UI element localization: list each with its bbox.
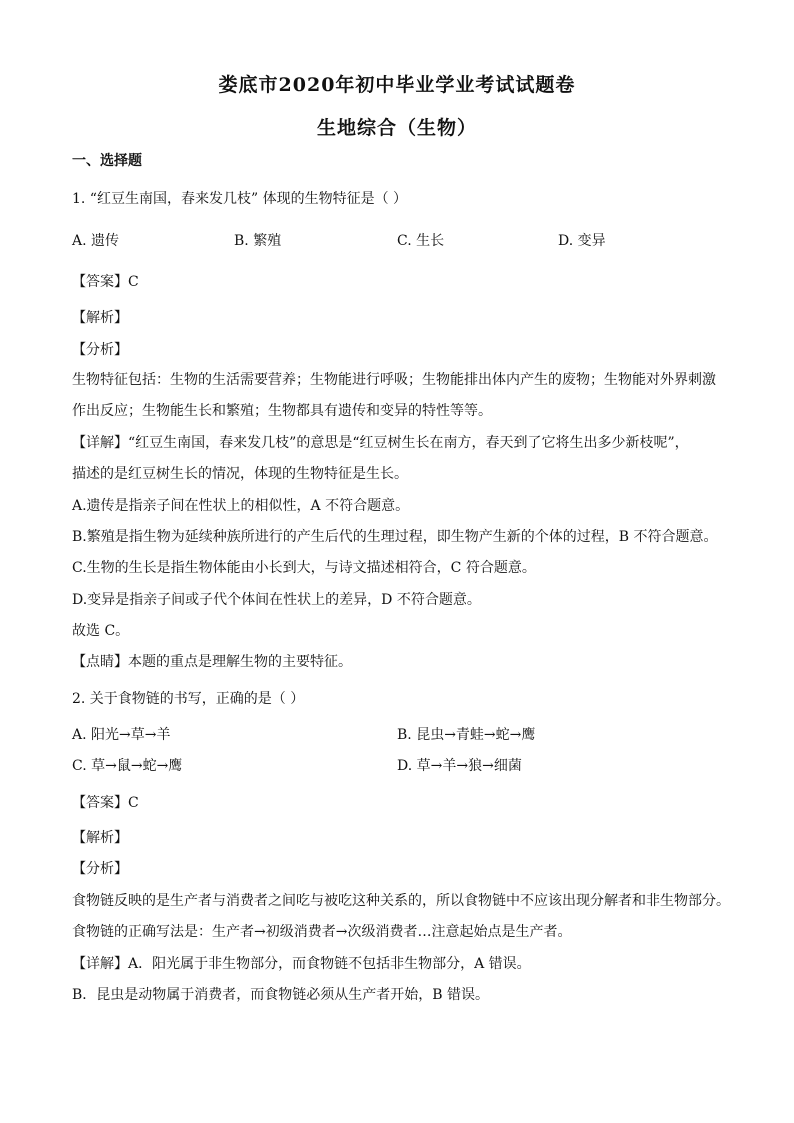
q1-answer: 【答案】C [72, 274, 139, 290]
q2-detail-line: 【详解】A．阳光属于非生物部分，而食物链不包括非生物部分，A 错误。 [72, 956, 531, 972]
page-subtitle: 生地综合（生物） [316, 117, 477, 139]
q2-option-d: D. 草→羊→狼→细菌 [397, 758, 522, 774]
q1-option-a: A. 遗传 [72, 233, 120, 249]
page-title: 娄底市2020年初中毕业学业考试试题卷 [218, 74, 576, 96]
q1-option-c: C. 生长 [397, 233, 445, 249]
q1-fenxi-label: 【分析】 [72, 342, 128, 358]
q2-option-c: C. 草→鼠→蛇→鹰 [72, 758, 183, 774]
q2-analysis-line: 食物链的正确写法是：生产者→初级消费者→次级消费者…注意起始点是生产者。 [72, 924, 572, 940]
q2-jiexi-label: 【解析】 [72, 830, 128, 846]
q2-answer: 【答案】C [72, 795, 139, 811]
q1-detail-line: D.变异是指亲子间或子代个体间在性状上的差异，D 不符合题意。 [72, 592, 481, 608]
q1-dianjing: 【点睛】本题的重点是理解生物的主要特征。 [72, 654, 352, 670]
q1-detail-line: 【详解】“红豆生南国，春来发几枝”的意思是“红豆树生长在南方，春天到了它将生出多少新枝呢”， [72, 435, 689, 451]
q2-stem: 2. 关于食物链的书写，正确的是（ ） [72, 691, 305, 707]
q1-analysis-line: 作出反应；生物能生长和繁殖；生物都具有遗传和变异的特性等等。 [72, 403, 492, 419]
q2-option-a: A. 阳光→草→羊 [72, 727, 171, 743]
q1-detail-line: C.生物的生长是指生物体能由小长到大，与诗文描述相符合，C 符合题意。 [72, 560, 536, 576]
q1-analysis-line: 生物特征包括：生物的生活需要营养；生物能进行呼吸；生物能排出体内产生的废物；生物能对外界刺激 [72, 372, 716, 388]
q1-detail-line: 故选 C。 [72, 623, 130, 639]
q1-option-d: D. 变异 [558, 233, 606, 249]
q2-fenxi-label: 【分析】 [72, 861, 128, 877]
q2-option-b: B. 昆虫→青蛙→蛇→鹰 [397, 727, 536, 743]
q1-detail-line: 描述的是红豆树生长的情况，体现的生物特征是生长。 [72, 466, 408, 482]
q1-stem: 1. “红豆生南国，春来发几枝” 体现的生物特征是（ ） [72, 191, 408, 207]
q1-detail-line: A.遗传是指亲子间在性状上的相似性，A 不符合题意。 [72, 498, 410, 514]
q1-jiexi-label: 【解析】 [72, 310, 128, 326]
q2-analysis-line: 食物链反映的是生产者与消费者之间吃与被吃这种关系的，所以食物链中不应该出现分解者和非生物部分。 [72, 893, 730, 909]
section-heading: 一、选择题 [72, 153, 142, 169]
q1-option-b: B. 繁殖 [234, 233, 282, 249]
q1-detail-line: B.繁殖是指生物为延续种族所进行的产生后代的生理过程，即生物产生新的个体的过程，B 不符合题意。 [72, 529, 718, 545]
q2-detail-line: B．昆虫是动物属于消费者，而食物链必须从生产者开始，B 错误。 [72, 987, 490, 1003]
